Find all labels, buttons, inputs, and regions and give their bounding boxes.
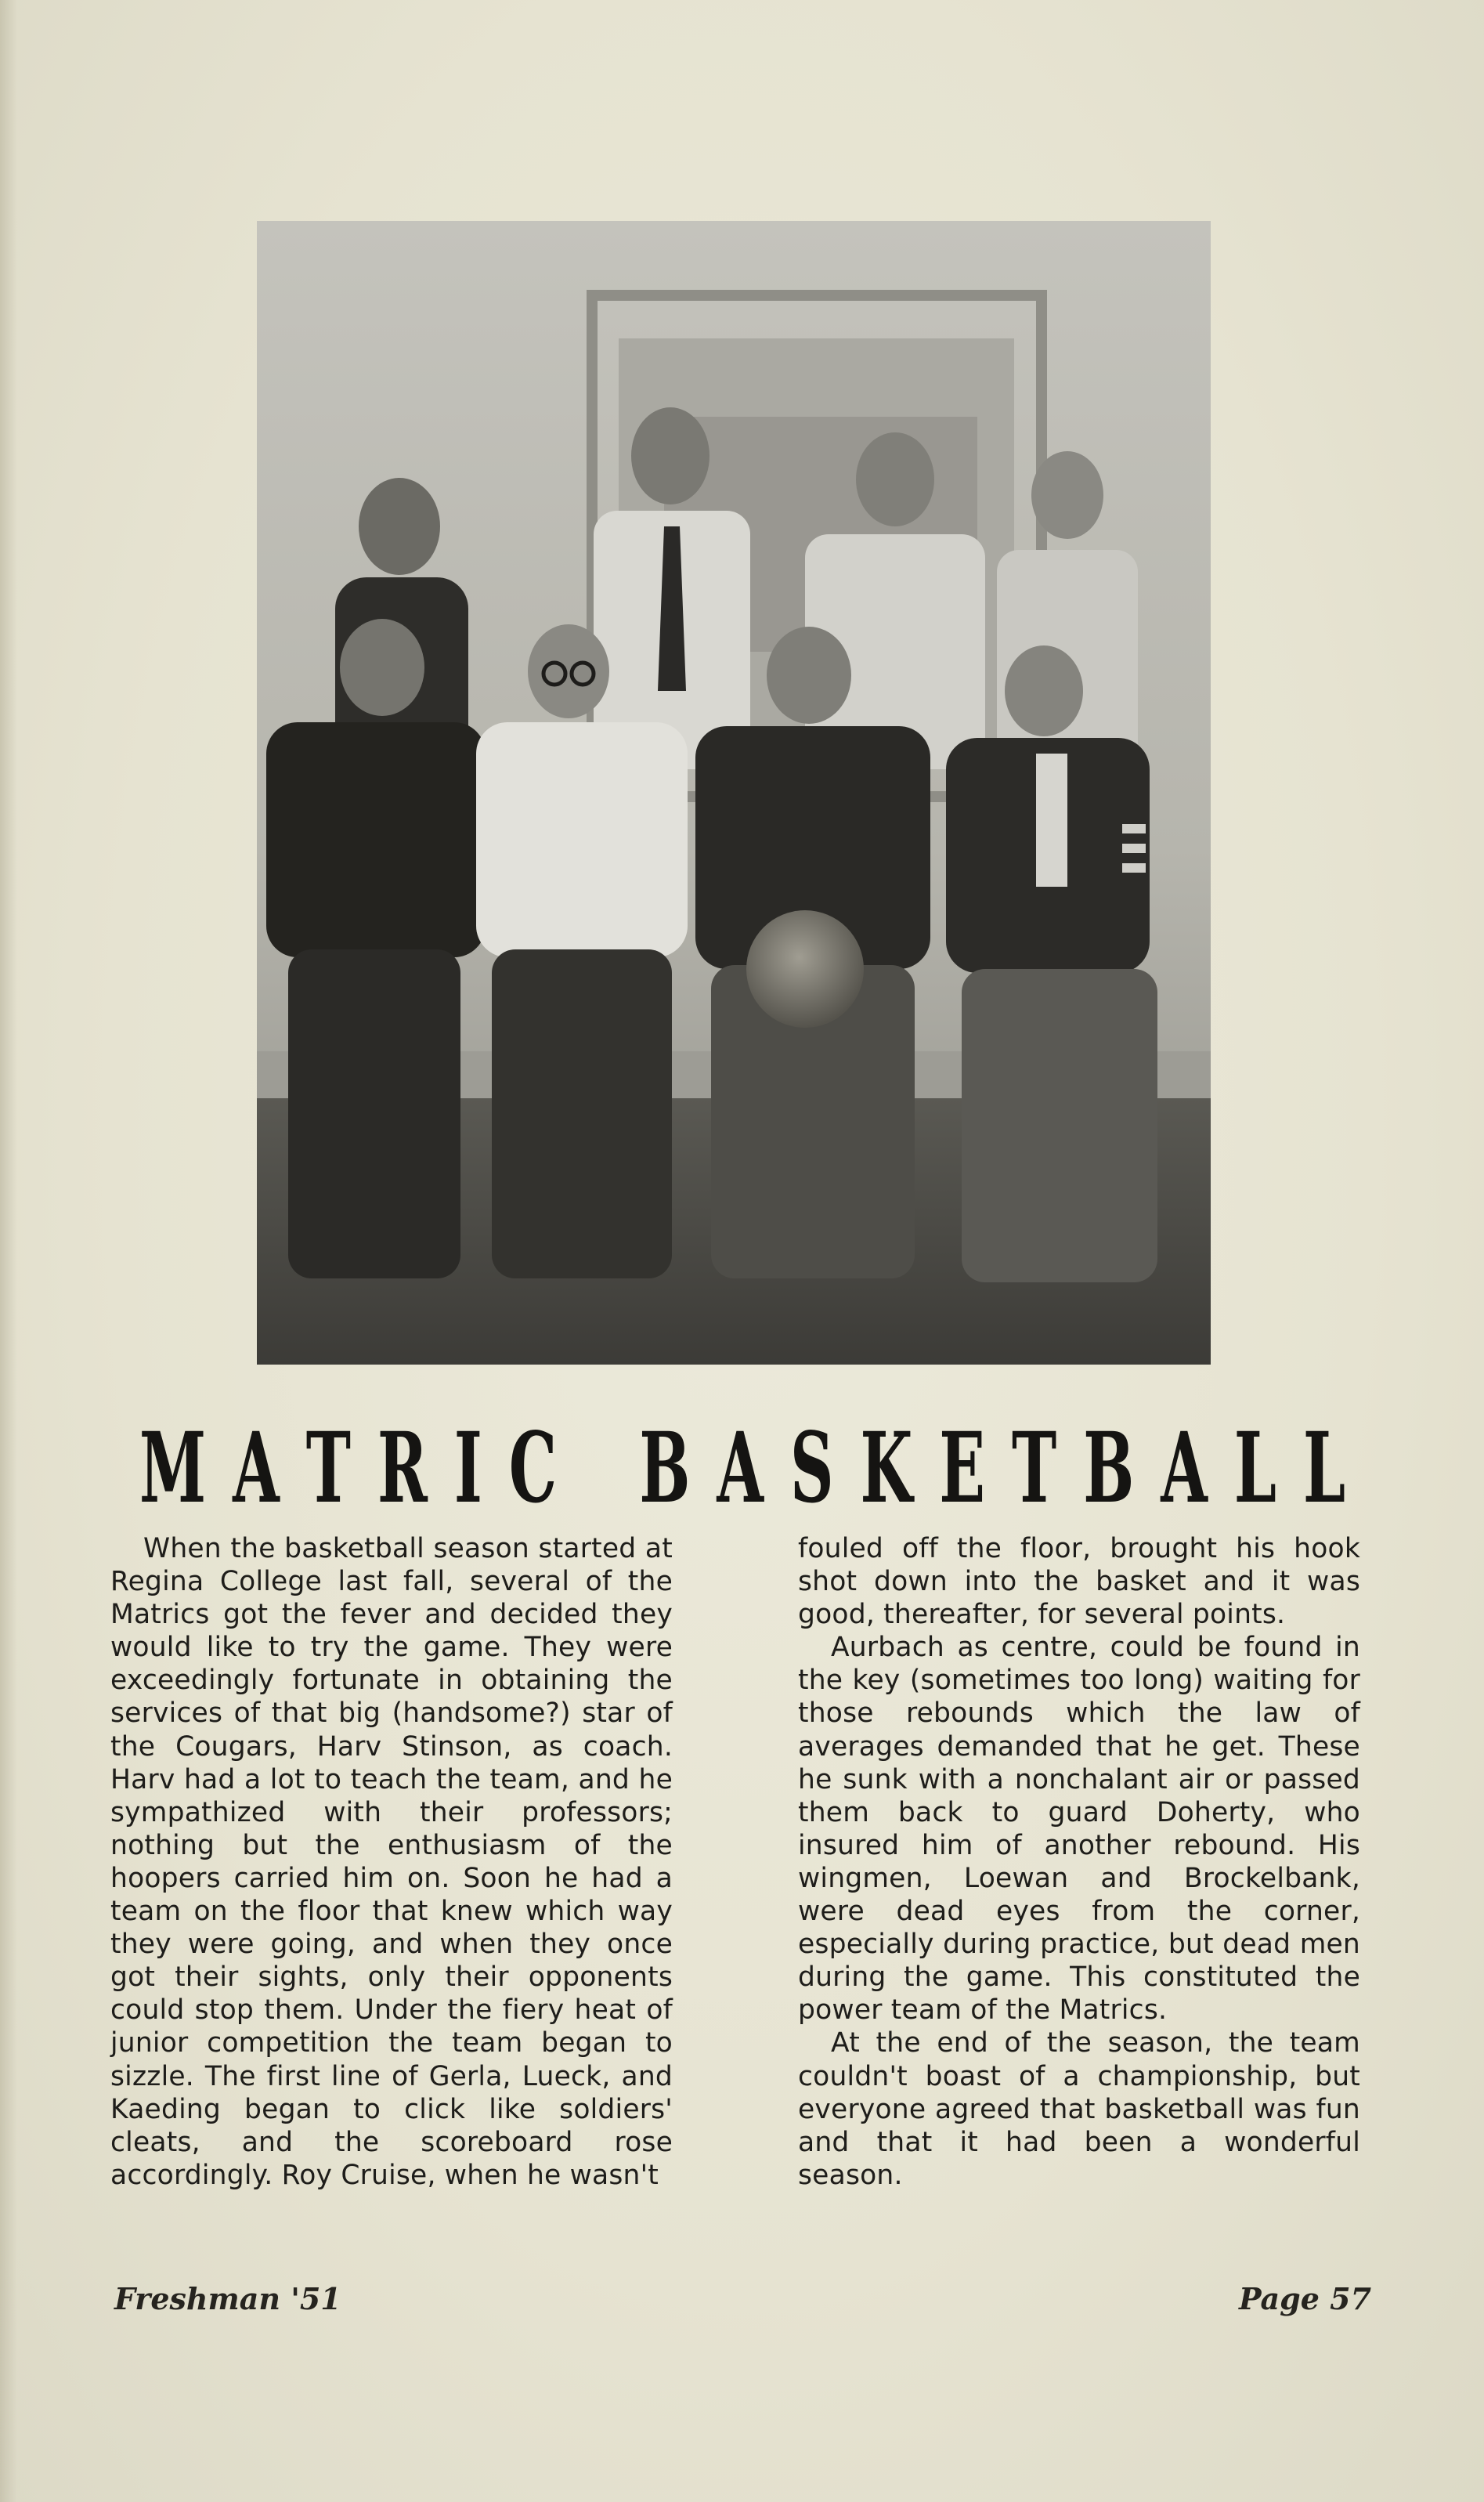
headline-letter: T	[1011, 1412, 1057, 1525]
footer-publication: Freshman '51	[114, 2281, 341, 2316]
headline-letter: C	[508, 1412, 558, 1525]
article-left-column	[110, 1532, 673, 2192]
headline-letter: I	[453, 1412, 482, 1525]
paragraph: Aurbach as centre, could be found in the key (sometimes too long) waiting for those rebounds which the law of averages demanded that he get. These he sunk with a nonchalant air or passed them back to guard Doherty, who insured him of another rebound. His wingmen, Loewan and Brockelbank, were dead eyes from the corner, especially during practice, but dead men during the game. This constituted the power team of the Matrics.	[798, 1632, 1360, 2027]
headline-letter: R	[377, 1412, 428, 1525]
headline-letter: A	[717, 1412, 764, 1525]
headline-letter: L	[1233, 1412, 1276, 1525]
headline-letter: E	[939, 1412, 985, 1525]
headline-letter: A	[233, 1412, 280, 1525]
headline-letter: M	[139, 1412, 207, 1525]
article-right-column	[798, 1532, 1360, 2192]
headline-letter: A	[1161, 1412, 1208, 1525]
headline-letter: B	[639, 1412, 691, 1525]
team-photo	[257, 221, 1211, 1365]
paragraph: fouled off the floor, brought his hook shot down into the basket and it was good, thereafter, for several points.	[798, 1533, 1360, 1631]
headline-letter: S	[789, 1412, 834, 1525]
page-binding-shadow	[0, 0, 17, 2502]
headline-letter: T	[305, 1412, 352, 1525]
article-headline	[139, 1414, 1345, 1524]
team-photo-illustration	[257, 221, 1211, 1365]
paragraph: At the end of the season, the team couldn't boast of a championship, but everyone agreed that basketball was fun and that it had been a wonderful season.	[798, 2027, 1360, 2191]
headline-letter: L	[1302, 1412, 1346, 1525]
headline-letter: K	[860, 1412, 913, 1525]
footer-page-number: Page 57	[1239, 2281, 1372, 2316]
paragraph: When the basketball season started at Regina College last fall, several of the Matrics got the fever and decided they would like to try the game. They were exceedingly fortunate in obtaining the services of that big (handsome?) star of the Cougars, Harv Stinson, as coach. Harv had a lot to teach the team, and he sympathized with their professors; nothing but the enthusiasm of the hoopers carried him on. Soon he had a team on the floor that knew which way they were going, and when they once got their sights, only their opponents could stop them. Under the fiery heat of junior competition the team began to sizzle. The first line of Gerla, Lueck, and Kaeding began to click like soldiers' cleats, and the scoreboard rose accordingly. Roy Cruise, when he wasn't	[110, 1533, 673, 2191]
headline-letter: B	[1083, 1412, 1135, 1525]
